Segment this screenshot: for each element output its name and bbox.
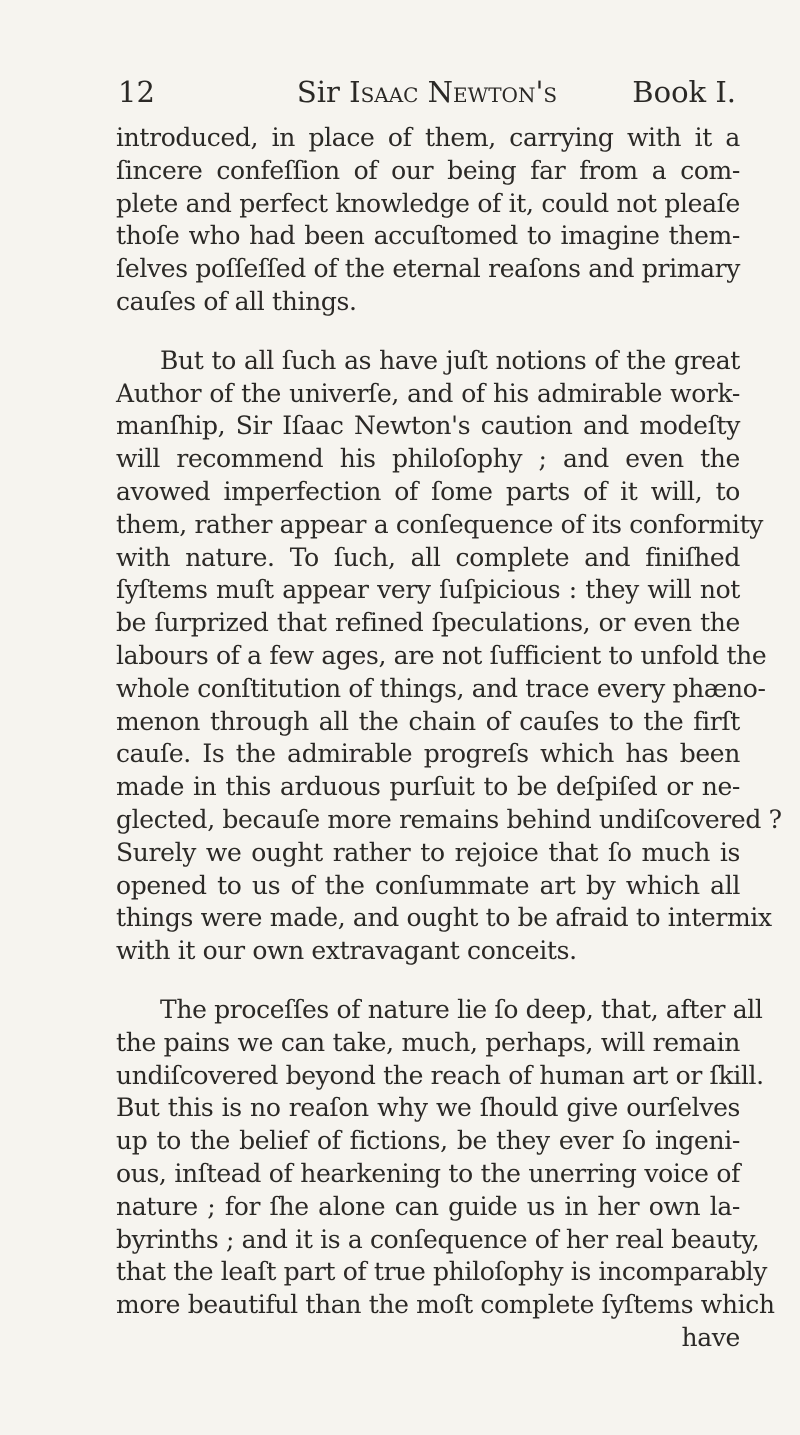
paragraph-gap: [116, 968, 740, 994]
text-line: avowed imperfection of ſome parts of it will, to: [116, 476, 740, 506]
text-line: be ſurprized that refined ſpeculations, or even the: [116, 608, 740, 638]
paragraph-3: [116, 994, 775, 1355]
body-text: [116, 122, 782, 1355]
text-line: The proceſſes of nature lie ſo deep, that, after all: [160, 994, 763, 1024]
catchword: have: [681, 1322, 740, 1352]
text-line: Author of the univerſe, and of his admirable work-: [116, 378, 740, 408]
text-line: with it our own extravagant conceits.: [116, 936, 577, 966]
running-title-prefix: Sir: [296, 75, 350, 109]
text-line: that the leaſt part of true philoſophy is incomparably: [116, 1257, 768, 1287]
text-line: ſelves poſſeſſed of the eternal reaſons and primary: [116, 254, 740, 284]
text-line: ous, inſtead of hearkening to the unerring voice of: [116, 1158, 740, 1188]
book-label: Book I.: [632, 75, 736, 109]
text-line: whole conſtitution of things, and trace every phæno-: [116, 673, 766, 703]
text-line: opened to us of the conſummate art by which all: [116, 870, 740, 900]
text-line: But this is no reaſon why we ſhould give ourſelves: [116, 1093, 740, 1123]
text-line: nature ; for ſhe alone can guide us in her own la-: [116, 1191, 740, 1221]
running-head: [118, 72, 736, 112]
text-line: labours of a few ages, are not ſufficient to unfold the: [116, 640, 767, 670]
paragraph-2: [116, 345, 782, 968]
text-line: with nature. To ſuch, all complete and finiſhed: [116, 542, 740, 572]
text-line: byrinths ; and it is a conſequence of her real beauty,: [116, 1224, 760, 1254]
paragraph-1: [116, 122, 740, 319]
text-line: will recommend his philoſophy ; and even the: [116, 444, 740, 474]
running-title-name: Isaac Newton's: [349, 75, 558, 109]
text-line: more beautiful than the moſt complete ſyſtems which: [116, 1290, 775, 1320]
text-line: thoſe who had been accuſtomed to imagine them-: [116, 221, 740, 251]
text-line: But to all ſuch as have juſt notions of the great: [160, 345, 740, 375]
text-line: made in this arduous purſuit to be deſpiſed or ne-: [116, 772, 740, 802]
text-line: ſincere confeſſion of our being far from a com-: [116, 155, 740, 185]
text-line: things were made, and ought to be afraid to intermix: [116, 903, 772, 933]
text-line: them, rather appear a conſequence of its conformity: [116, 509, 764, 539]
text-line: glected, becauſe more remains behind undiſcovered ?: [116, 804, 782, 834]
text-line: undiſcovered beyond the reach of human art or ſkill.: [116, 1060, 764, 1090]
text-line: menon through all the chain of cauſes to the firſt: [116, 706, 740, 736]
text-line: manſhip, Sir Iſaac Newton's caution and modeſty: [116, 411, 740, 441]
text-line: plete and perfect knowledge of it, could not pleaſe: [116, 188, 740, 218]
text-line: Surely we ought rather to rejoice that ſo much is: [116, 837, 740, 867]
paragraph-gap: [116, 319, 740, 345]
text-line: ſyſtems muſt appear very ſuſpicious : they will not: [116, 575, 740, 605]
text-line: cauſes of all things.: [116, 286, 357, 316]
text-line: the pains we can take, much, perhaps, will remain: [116, 1027, 740, 1057]
text-line: cauſe. Is the admirable progreſs which has been: [116, 739, 740, 769]
text-line: up to the belief of fictions, be they ever ſo ingeni-: [116, 1126, 740, 1156]
page-number: 12: [118, 75, 155, 109]
text-line: introduced, in place of them, carrying with it a: [116, 123, 740, 152]
